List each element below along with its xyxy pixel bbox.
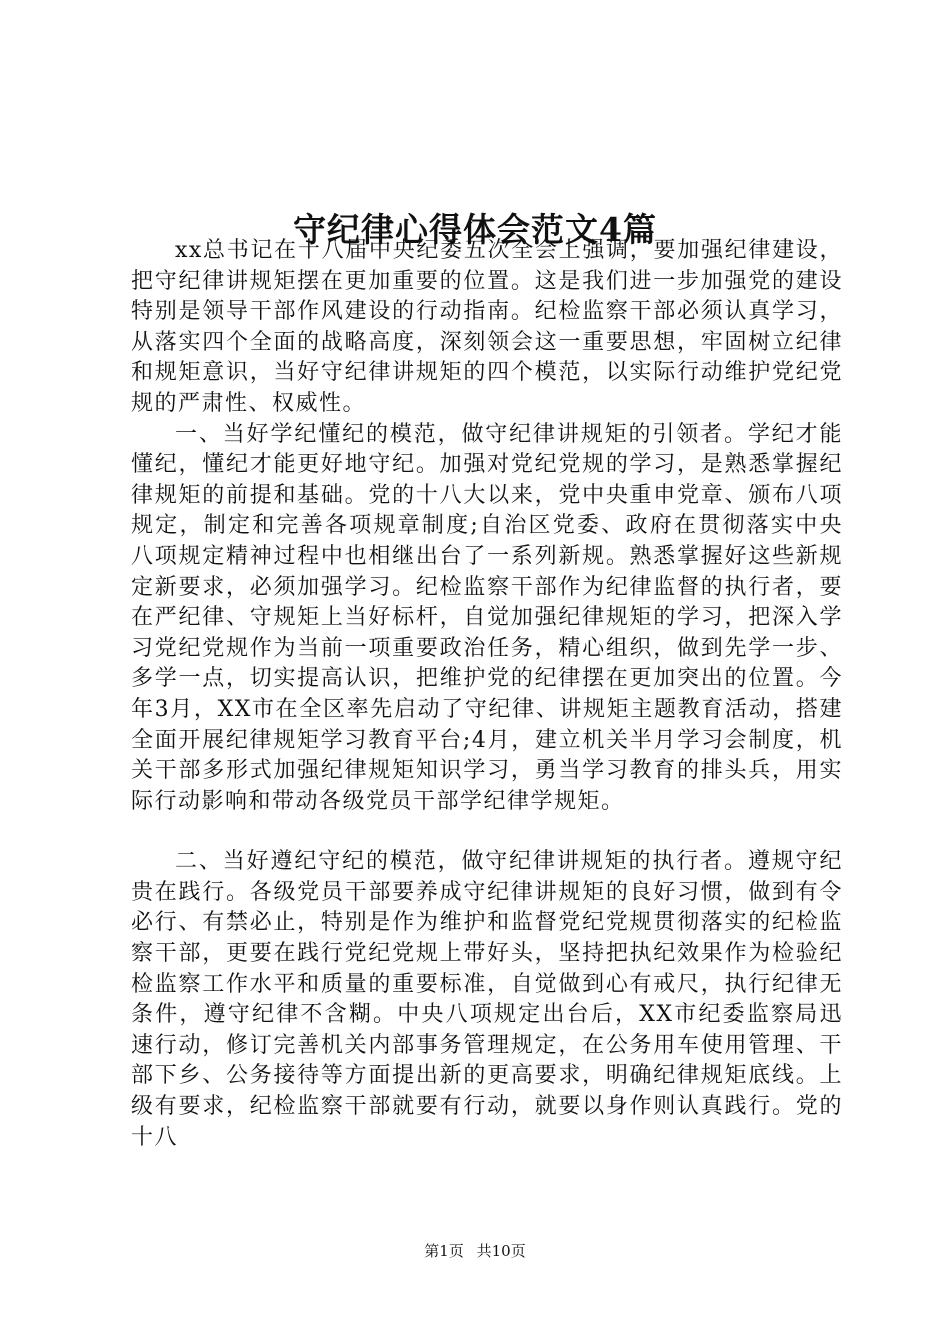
paragraph-section-2: 二、当好遵纪守纪的模范，做守纪律讲规矩的执行者。遵规守纪贵在践行。各级党员干部要养成守纪律讲规矩的良好习惯，做到有令必行、有禁必止，特别是作为维护和监督党纪党规贯彻落实的纪检监察干部，更要在践行党纪党规上带好头，坚持把执纪效果作为检验纪检监察工作水平和质量的重要标准，自觉做到心有戒尺，执行纪律无条件，遵守纪律不含糊。中央八项规定出台后，XX市纪委监察局迅速行动，修订完善机关内部事务管理规定，在公务用车使用管理、干部下乡、公务接待等方面提出新的更高要求，明确纪律规矩底线。上级有要求，纪检监察干部就要有行动，就要以身作则认真践行。党的十八 (131, 849, 843, 1150)
page-footer (0, 1240, 950, 1262)
paragraph-section-1: 一、当好学纪懂纪的模范，做守纪律讲规矩的引领者。学纪才能懂纪，懂纪才能更好地守纪。加强对党纪党规的学习，是熟悉掌握纪律规矩的前提和基础。党的十八大以来，党中央重申党章、颁布八项规定，制定和完善各项规章制度;自治区党委、政府在贯彻落实中央八项规定精神过程中也相继出台了一系列新规。熟悉掌握好这些新规定新要求，必须加强学习。纪检监察干部作为纪律监督的执行者，要在严纪律、守规矩上当好标杆，自觉加强纪律规矩的学习，把深入学习党纪党规作为当前一项重要政治任务，精心组织，做到先学一步、多学一点，切实提高认识，把维护党的纪律摆在更加突出的位置。今年3月，XX市在全区率先启动了守纪律、讲规矩主题教育活动，搭建全面开展纪律规矩学习教育平台;4月，建立机关半月学习会制度，机关干部多形式加强纪律规矩知识学习，勇当学习教育的排头兵，用实际行动影响和带动各级党员干部学纪律学规矩。 (131, 421, 843, 814)
page-number: 第1页 (424, 1242, 464, 1260)
document-body (131, 236, 843, 1153)
document-title: 守纪律心得体会范文4篇 (293, 210, 657, 250)
page-total: 共10页 (476, 1242, 526, 1260)
paragraph-intro: xx总书记在十八届中央纪委五次全会上强调，要加强纪律建设，把守纪律讲规矩摆在更加重要的位置。这是我们进一步加强党的建设特别是领导干部作风建设的行动指南。纪检监察干部必须认真学习，从落实四个全面的战略高度，深刻领会这一重要思想，牢固树立纪律和规矩意识，当好守纪律讲规矩的四个模范，以实际行动维护党纪党规的严肃性、权威性。 (131, 238, 843, 416)
